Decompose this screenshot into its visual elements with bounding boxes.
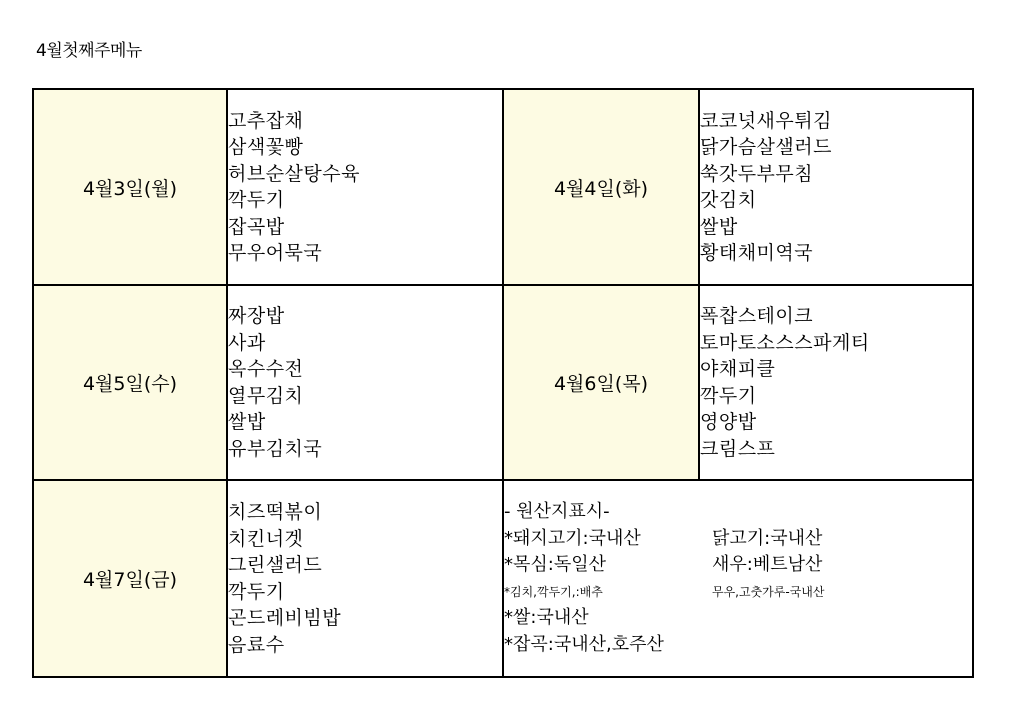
menu-items (227, 89, 503, 285)
origin-heading (504, 499, 972, 526)
origin-info (503, 480, 973, 677)
menu-item: 치킨너겟 (228, 527, 304, 550)
origin-entry: 닭고기:국내산 (712, 527, 823, 549)
day-label: 4월5일(수) (33, 285, 227, 480)
origin-entry: 무우,고춧가루-국내산 (712, 584, 825, 599)
menu-item: 고추잡채 (228, 109, 304, 132)
menu-item: 열무김치 (228, 384, 304, 407)
origin-entry: *잡곡:국내산,호주산 (504, 633, 664, 655)
menu-items (227, 285, 503, 480)
menu-item: 곤드레비빔밥 (228, 607, 342, 629)
menu-item: 크림스프 (700, 437, 776, 460)
menu-row (33, 285, 973, 480)
day-label: 4월3일(월) (33, 89, 227, 285)
menu-item: 토마토소스스파게티 (700, 331, 870, 354)
weekly-menu-table (32, 88, 974, 678)
menu-item: 음료수 (228, 633, 285, 656)
menu-item: 쌀밥 (700, 215, 738, 238)
menu-item: 치즈떡볶이 (228, 501, 323, 523)
menu-item: 잡곡밥 (228, 215, 285, 238)
origin-entry: *쌀:국내산 (504, 607, 589, 628)
origin-entry: *목심:독일산 (504, 554, 607, 575)
menu-item: 깍두기 (700, 384, 757, 407)
menu-item: 폭찹스테이크 (700, 305, 814, 327)
origin-entry: *김치,깍두기,:배추 (504, 584, 603, 599)
menu-item: 무우어묵국 (228, 242, 323, 264)
menu-items (227, 480, 503, 677)
menu-item: 삼색꽃빵 (228, 136, 304, 158)
menu-item: 허브순살탕수육 (228, 162, 360, 185)
menu-item: 쌀밥 (228, 411, 266, 433)
menu-row (33, 480, 973, 677)
day-label: 4월4일(화) (503, 89, 699, 285)
menu-item: 그린샐러드 (228, 554, 323, 576)
menu-item: 사과 (228, 331, 266, 354)
menu-items (699, 285, 973, 480)
menu-item: 쑥갓두부무침 (700, 162, 814, 185)
menu-item: 옥수수전 (228, 358, 304, 380)
origin-line (504, 605, 972, 632)
origin-line (504, 579, 972, 606)
menu-item: 코코넛새우튀김 (700, 109, 832, 132)
origin-heading-text: - 원산지표시- (504, 501, 610, 522)
day-label: 4월6일(목) (503, 285, 699, 480)
menu-item: 깍두기 (228, 580, 285, 603)
origin-line (504, 552, 972, 579)
menu-item: 유부김치국 (228, 437, 323, 460)
menu-items (699, 89, 973, 285)
origin-entry: 새우:베트남산 (712, 554, 823, 575)
menu-item: 짜장밥 (228, 305, 285, 327)
origin-entry: *돼지고기:국내산 (504, 527, 641, 549)
menu-item: 황태채미역국 (700, 242, 814, 264)
origin-line (504, 526, 972, 553)
menu-item: 닭가슴살샐러드 (700, 136, 832, 158)
menu-item: 깍두기 (228, 189, 285, 211)
menu-item: 영양밥 (700, 411, 757, 433)
menu-item: 야채피클 (700, 358, 776, 380)
origin-line (504, 632, 972, 659)
menu-row (33, 89, 973, 285)
page-title: 4월첫째주메뉴 (36, 41, 142, 61)
menu-item: 갓김치 (700, 189, 757, 211)
day-label: 4월7일(금) (33, 480, 227, 677)
